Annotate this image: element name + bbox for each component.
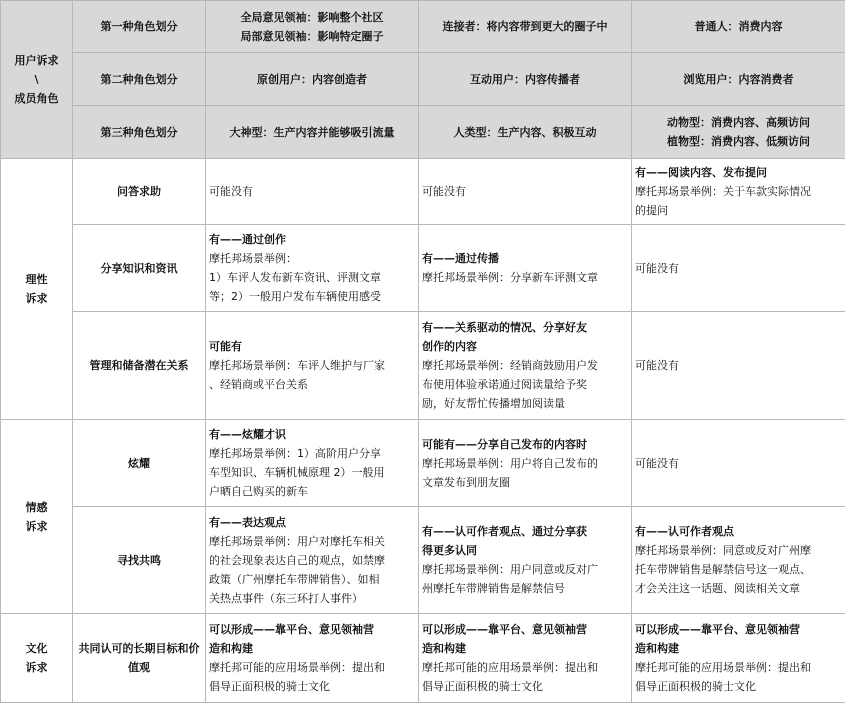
- cell-text: 的提问: [635, 204, 668, 217]
- cell-heading: 有——认可作者观点: [635, 525, 734, 538]
- cell-text: 倡导正面积极的骑士文化: [635, 680, 756, 693]
- role-text: 人类型：生产内容、积极互动: [453, 125, 597, 139]
- cell-text: 摩托邦可能的应用场景举例：提出和: [209, 661, 385, 674]
- need-row: [1, 420, 845, 507]
- cell-heading: 有——关系驱动的情况、分享好友: [422, 321, 587, 334]
- cell-text: 等；2）一般用户发布车辆使用感受: [209, 290, 381, 303]
- need-label: 分享知识和资讯: [73, 225, 206, 312]
- content-cell: [419, 159, 632, 225]
- role-cell: [632, 106, 845, 159]
- content-cell: [419, 225, 632, 312]
- content-cell: [206, 225, 419, 312]
- cell-text: 州摩托车带牌销售是解禁信号: [422, 582, 565, 595]
- cell-text: 摩托邦场景举例：1）高阶用户分享: [209, 447, 381, 460]
- cell-text: 摩托邦场景举例：分享新车评测文章: [422, 271, 598, 284]
- role-cell: [632, 53, 845, 106]
- role-cell: [419, 53, 632, 106]
- role-cell: [632, 1, 845, 53]
- role-cell: [206, 53, 419, 106]
- cell-text: 可能没有: [635, 456, 679, 470]
- need-label: 问答求助: [73, 159, 206, 225]
- cell-text: 户晒自己购买的新车: [209, 485, 308, 498]
- group-label: [1, 159, 73, 420]
- cell-text: 布使用体验承诺通过阅读量给予奖: [422, 378, 587, 391]
- cell-heading: 有——通过传播: [422, 252, 499, 265]
- content-cell: [206, 507, 419, 614]
- content-cell: [632, 225, 845, 312]
- content-cell: [632, 420, 845, 507]
- cell-heading: 有——阅读内容、发布提问: [635, 166, 767, 179]
- content-cell: [632, 614, 845, 703]
- need-label: 管理和储备潜在关系: [73, 312, 206, 420]
- content-cell: [632, 159, 845, 225]
- content-cell: [206, 159, 419, 225]
- group-label: [1, 614, 73, 703]
- content-cell: [632, 507, 845, 614]
- cell-text: 文章发布到朋友圈: [422, 475, 510, 489]
- cell-text: 摩托邦场景举例：同意或反对广州摩: [635, 544, 811, 557]
- role-cell: [206, 1, 419, 53]
- role-text: 局部意见领袖：影响特定圈子: [240, 29, 384, 43]
- group-label-line: 诉求: [25, 661, 48, 674]
- cell-text: 可能没有: [635, 359, 679, 372]
- role-row: [1, 1, 845, 53]
- cell-heading: 可以形成——靠平台、意见领袖营: [422, 623, 587, 636]
- need-row: [1, 225, 845, 312]
- cell-text: 励，好友帮忙传播增加阅读量: [422, 397, 565, 410]
- cell-heading: 有——认可作者观点、通过分享获: [422, 525, 587, 538]
- role-cell: [419, 1, 632, 53]
- content-cell: [419, 312, 632, 420]
- content-cell: [206, 420, 419, 507]
- cell-text: 、经销商或平台关系: [209, 378, 308, 391]
- cell-heading: 造和构建: [635, 642, 679, 655]
- cell-heading: 可能有——分享自己发布的内容时: [422, 437, 587, 451]
- role-cell: [419, 106, 632, 159]
- content-cell: [206, 312, 419, 420]
- role-text: 动物型：消费内容、高频访问: [667, 116, 810, 129]
- corner-line: 用户诉求: [14, 54, 59, 67]
- role-row-label: 第三种角色划分: [73, 106, 206, 159]
- cell-text: 关热点事件（东三环打人事件）: [209, 591, 363, 605]
- role-text: 全局意见领袖：影响整个社区: [240, 10, 384, 24]
- cell-heading: 有——通过创作: [209, 233, 286, 246]
- cell-text: 的社会现象表达自己的观点，如禁摩: [209, 553, 385, 567]
- cell-text: 政策（广州摩托车带牌销售）、如相: [209, 572, 380, 586]
- cell-heading: 有——炫耀才识: [209, 428, 286, 441]
- cell-text: 可能没有: [209, 185, 253, 198]
- cell-text: 才会关注这一话题、阅读相关文章: [635, 582, 800, 595]
- cell-text: 可能没有: [422, 185, 466, 198]
- need-label: 炫耀: [73, 420, 206, 507]
- cell-text: 托车带牌销售是解禁信号这一观点、: [635, 563, 811, 576]
- group-label-line: 情感: [25, 500, 48, 514]
- role-text: 原创用户：内容创造者: [257, 72, 367, 86]
- cell-text: 摩托邦场景举例：: [209, 252, 297, 265]
- role-text: 普通人：消费内容: [694, 20, 783, 33]
- group-label-line: 诉求: [25, 519, 48, 533]
- group-label-line: 文化: [25, 642, 48, 655]
- role-row: [1, 106, 845, 159]
- group-label-line: 诉求: [25, 292, 48, 305]
- cell-heading: 造和构建: [422, 642, 466, 655]
- role-row: [1, 53, 845, 106]
- need-label: 寻找共鸣: [73, 507, 206, 614]
- role-text: 大神型：生产内容并能够吸引流量: [229, 125, 395, 139]
- cell-text: 摩托邦场景举例：用户将自己发布的: [422, 456, 598, 470]
- cell-text: 可能没有: [635, 261, 679, 275]
- cell-heading: 得更多认同: [422, 544, 477, 557]
- cell-text: 车型知识、车辆机械原理 2）一般用: [209, 466, 385, 479]
- corner-line: \: [34, 73, 39, 86]
- cell-text: 摩托邦场景举例：车评人维护与厂家: [209, 359, 385, 372]
- content-cell: [206, 614, 419, 703]
- content-cell: [419, 507, 632, 614]
- cell-heading: 造和构建: [209, 642, 253, 655]
- content-cell: [632, 312, 845, 420]
- cell-text: 倡导正面积极的骑士文化: [422, 680, 543, 693]
- corner-header: [1, 1, 73, 159]
- role-text: 互动用户：内容传播者: [470, 72, 580, 86]
- need-row: [1, 507, 845, 614]
- cell-heading: 可以形成——靠平台、意见领袖营: [209, 623, 374, 636]
- content-cell: [419, 614, 632, 703]
- cell-text: 摩托邦场景举例：用户同意或反对广: [422, 563, 598, 576]
- cell-text: 摩托邦可能的应用场景举例：提出和: [422, 661, 598, 674]
- cell-heading: 创作的内容: [422, 340, 477, 353]
- role-cell: [206, 106, 419, 159]
- cell-text: 摩托邦场景举例：经销商鼓励用户发: [422, 359, 598, 372]
- cell-heading: 可能有: [209, 340, 242, 353]
- role-text: 浏览用户：内容消费者: [683, 72, 794, 86]
- group-label-line: 理性: [25, 273, 48, 286]
- role-row-label: 第二种角色划分: [73, 53, 206, 106]
- content-cell: [419, 420, 632, 507]
- cell-text: 倡导正面积极的骑士文化: [209, 680, 330, 693]
- cell-text: 1）车评人发布新车资讯、评测文章: [209, 271, 381, 284]
- role-text: 连接者：将内容带到更大的圈子中: [442, 20, 608, 33]
- role-text: 植物型：消费内容、低频访问: [667, 135, 810, 148]
- need-row: [1, 312, 845, 420]
- need-label: 共同认可的长期目标和价值观: [73, 614, 206, 703]
- need-row: [1, 159, 845, 225]
- role-row-label: 第一种角色划分: [73, 1, 206, 53]
- need-row: [1, 614, 845, 703]
- cell-text: 摩托邦可能的应用场景举例：提出和: [635, 661, 811, 674]
- corner-line: 成员角色: [14, 92, 59, 105]
- cell-text: 摩托邦场景举例：关于车款实际情况: [635, 185, 811, 198]
- group-label: [1, 420, 73, 614]
- cell-heading: 可以形成——靠平台、意见领袖营: [635, 623, 800, 636]
- cell-heading: 有——表达观点: [209, 515, 286, 529]
- cell-text: 摩托邦场景举例：用户对摩托车相关: [209, 534, 385, 548]
